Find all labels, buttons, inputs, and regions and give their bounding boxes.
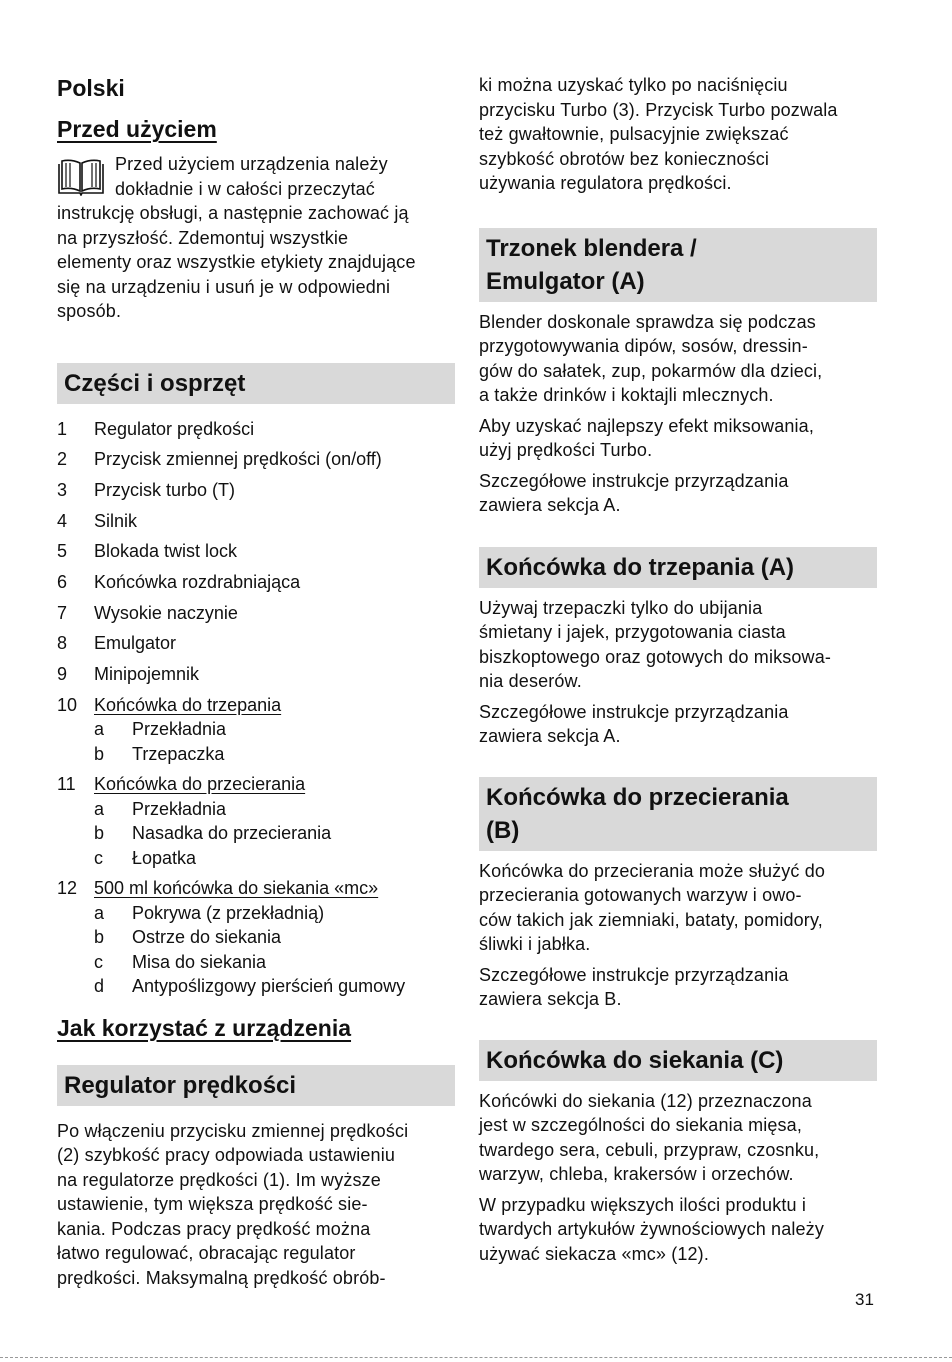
sub-item: d Antypoślizgowy pierścień gumowy [94, 976, 406, 997]
how-to-use-heading: Jak korzystać z urządzenia [57, 1014, 352, 1041]
text-line: twardych artykułów żywnościowych należy [479, 1219, 824, 1239]
sub-item: a Pokrywa (z przekładnią) [94, 902, 325, 923]
text-line: twardego sera, cebuli, przypraw, czosnku, [479, 1139, 820, 1160]
list-item: 12 500 ml końcówka do siekania «mc» [57, 878, 379, 899]
text-line: przecierania gotowanych warzyw i owo- [479, 885, 802, 905]
list-item: 4 Silnik [57, 510, 138, 531]
sub-item: a Przekładnia [94, 719, 227, 740]
text-line: Końcówki do siekania (12) przeznaczona [479, 1090, 812, 1111]
masher-text [479, 859, 877, 1012]
text-line: nia deserów. [479, 671, 582, 691]
whisk-heading: Końcówka do trzepania (A) [479, 547, 877, 588]
list-item: 1 Regulator prędkości [57, 418, 255, 439]
list-item: 7 Wysokie naczynie [57, 602, 238, 623]
sub-item: c Misa do siekania [94, 951, 267, 972]
whisk-text [479, 596, 877, 749]
text-line: Szczegółowe instrukcje przyrządzania [479, 964, 789, 985]
text-line: biszkoptowego oraz gotowych do miksowa- [479, 646, 832, 667]
text-line: używania regulatora prędkości. [479, 173, 732, 193]
left-column [57, 70, 455, 1290]
speed-regulator-text [57, 1119, 455, 1291]
before-use-intro [57, 152, 455, 201]
text-line: ców takich jak ziemniaki, bataty, pomidory, [479, 909, 823, 930]
text-line: Aby uzyskać najlepszy efekt miksowania, [479, 415, 814, 436]
open-book-icon [57, 156, 105, 196]
text-line: użyj prędkości Turbo. [479, 440, 653, 460]
heading-line: Emulgator (A) [486, 267, 645, 295]
parts-heading: Części i osprzęt [57, 363, 455, 404]
intro-line: dokładnie i w całości przeczytać [115, 178, 375, 199]
list-item: 10 Końcówka do trzepania [57, 694, 282, 715]
text-line: Szczegółowe instrukcje przyrządzania [479, 701, 789, 722]
text-line: prędkości. Maksymalną prędkość obrób- [57, 1267, 386, 1288]
before-use-line: sposób. [57, 301, 122, 321]
text-line: gów do sałatek, zup, pokarmów dla dzieci, [479, 360, 823, 381]
speed-regulator-continued [479, 73, 877, 196]
text-line: zawiera sekcja A. [479, 726, 621, 746]
text-line: a także drinków i koktajli mlecznych. [479, 385, 774, 405]
list-item: 6 Końcówka rozdrabniająca [57, 571, 301, 592]
text-line: kania. Podczas pracy prędkość można [57, 1218, 371, 1239]
list-item: 8 Emulgator [57, 633, 177, 654]
page-number: 31 [855, 1290, 874, 1309]
text-line: zawiera sekcja A. [479, 495, 621, 515]
before-use-line: elementy oraz wszystkie etykiety znajdujące [57, 252, 416, 272]
text-line: śmietany i jajek, przygotowania ciasta [479, 622, 786, 642]
right-column [479, 70, 877, 1266]
masher-heading [479, 777, 877, 851]
text-line: łatwo regulować, obracając regulator [57, 1243, 356, 1264]
text-line: Używaj trzepaczki tylko do ubijania [479, 597, 763, 618]
text-line: szybkość obrotów bez konieczności [479, 148, 770, 169]
text-line: na regulatorze prędkości (1). Im wyższe [57, 1169, 381, 1190]
sub-item: a Przekładnia [94, 798, 227, 819]
before-use-line: się na urządzeniu i usuń je w odpowiedni [57, 276, 391, 297]
sub-item: b Trzepaczka [94, 743, 225, 764]
before-use-line: na przyszłość. Zdemontuj wszystkie [57, 227, 349, 248]
list-item: 9 Minipojemnik [57, 664, 200, 684]
blender-text [479, 310, 877, 518]
text-line: (2) szybkość pracy odpowiada ustawieniu [57, 1145, 396, 1166]
text-line: śliwki i jabłka. [479, 934, 591, 954]
chopper-heading: Końcówka do siekania (C) [479, 1040, 877, 1081]
chopper-text [479, 1089, 877, 1267]
text-line: używać siekacza «mc» (12). [479, 1243, 709, 1264]
text-line: ustawienie, tym większa prędkość sie- [57, 1194, 368, 1215]
text-line: zawiera sekcja B. [479, 989, 622, 1009]
heading-line: Trzonek blendera / [486, 234, 697, 262]
text-line: warzyw, chleba, krakersów i orzechów. [479, 1164, 794, 1184]
text-line: jest w szczególności do siekania mięsa, [479, 1115, 802, 1135]
list-item: 2 Przycisk zmiennej prędkości (on/off) [57, 449, 382, 470]
list-item: 5 Blokada twist lock [57, 541, 238, 562]
text-line: też gwałtownie, pulsacyjnie zwiększać [479, 124, 789, 144]
sub-item: c Łopatka [94, 847, 197, 868]
before-use-line: instrukcję obsługi, a następnie zachować ją [57, 203, 409, 223]
heading-line: Końcówka do przecierania [486, 783, 789, 811]
text-line: przycisku Turbo (3). Przycisk Turbo pozwala [479, 99, 838, 120]
list-item: 3 Przycisk turbo (T) [57, 479, 236, 500]
page-edge-divider [0, 1357, 952, 1358]
language-heading: Polski [57, 75, 125, 101]
text-line: Blender doskonale sprawdza się podczas [479, 311, 816, 332]
text-line: W przypadku większych ilości produktu i [479, 1194, 806, 1215]
text-line: ki można uzyskać tylko po naciśnięciu [479, 75, 788, 95]
text-line: Końcówka do przecierania może służyć do [479, 860, 826, 881]
text-line: przygotowywania dipów, sosów, dressin- [479, 336, 808, 356]
text-line: Szczegółowe instrukcje przyrządzania [479, 470, 789, 491]
before-use-heading: Przed użyciem [57, 116, 217, 142]
sub-item: b Ostrze do siekania [94, 927, 282, 948]
text-line: Po włączeniu przycisku zmiennej prędkości [57, 1120, 409, 1141]
sub-item: b Nasadka do przecierania [94, 823, 332, 844]
list-item: 11 Końcówka do przecierania [57, 774, 306, 795]
intro-line: Przed użyciem urządzenia należy [115, 154, 388, 174]
heading-line: (B) [486, 816, 520, 844]
parts-list [57, 417, 455, 999]
speed-regulator-heading: Regulator prędkości [57, 1065, 455, 1106]
blender-heading [479, 228, 877, 302]
